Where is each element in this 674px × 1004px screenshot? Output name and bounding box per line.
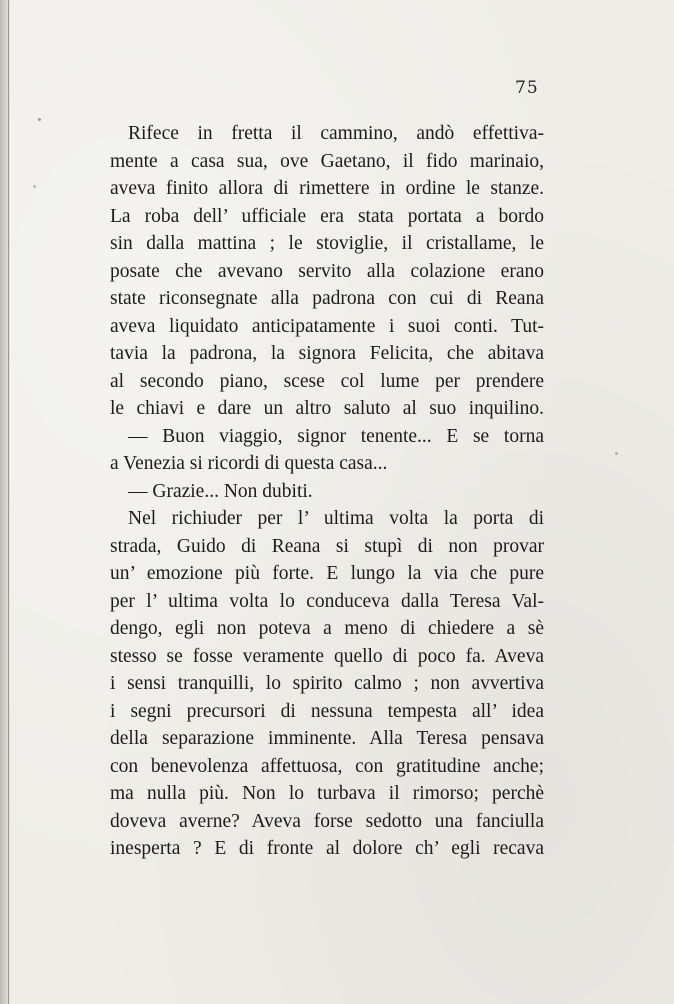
text-line: con benevolenza affettuosa, con gratitudine anche; [110,755,544,777]
text-line: stesso se fosse veramente quello di poco fa. Aveva [110,645,544,667]
text-line: La roba dell’ ufficiale era stata portata a bordo [110,205,544,227]
page-number: 75 [515,78,539,98]
text-line: Nel richiuder per l’ ultima volta la porta di [128,508,544,529]
text-line: posate che avevano servito alla colazione erano [110,260,544,282]
text-line: i segni precursori di nessuna tempesta all’ idea [110,700,544,722]
text-line: aveva finito allora di rimettere in ordine le stanze. [110,178,544,199]
text-line: inesperta ? E di fronte al dolore ch’ egli recava [110,838,544,859]
text-line: Rifece in fretta il cammino, andò effettiva- [128,123,544,144]
text-line: aveva liquidato anticipatamente i suoi conti. Tut- [110,315,544,337]
text-line: state riconsegnate alla padrona con cui di Reana [110,288,544,309]
text-line: dengo, egli non poteva a meno di chiedere a sè [110,618,544,639]
text-line: i sensi tranquilli, lo spirito calmo ; non avvertiva [110,673,544,694]
text-line: un’ emozione più forte. E lungo la via che pure [110,563,544,584]
text-line: per l’ ultima volta lo conduceva dalla Teresa Val- [110,590,544,612]
text-line: doveva averne? Aveva forse sedotto una fanciulla [110,810,544,832]
text-line: tavia la padrona, la signora Felicita, che abitava [110,343,544,364]
text-line: — Buon viaggio, signor tenente... E se torna [128,425,544,447]
text-line: strada, Guido di Reana si stupì di non provar [110,535,544,557]
print-speck [33,185,36,188]
text-line: mente a casa sua, ove Gaetano, il fido marinaio, [110,150,544,172]
text-line: — Grazie... Non dubiti. [128,480,313,502]
print-speck [615,452,618,455]
text-line: le chiavi e dare un altro saluto al suo inquilino. [110,398,544,419]
body-text [110,120,544,863]
text-line: sin dalla mattina ; le stoviglie, il cristallame, le [110,233,544,254]
page-edge-line [8,0,9,1004]
text-line: a Venezia si ricordi di questa casa... [110,453,388,474]
print-speck [38,118,41,121]
text-line: al secondo piano, scese col lume per prendere [110,370,544,392]
text-line: ma nulla più. Non lo turbava il rimorso; perchè [110,783,544,804]
text-line: della separazione imminente. Alla Teresa pensava [110,728,544,749]
